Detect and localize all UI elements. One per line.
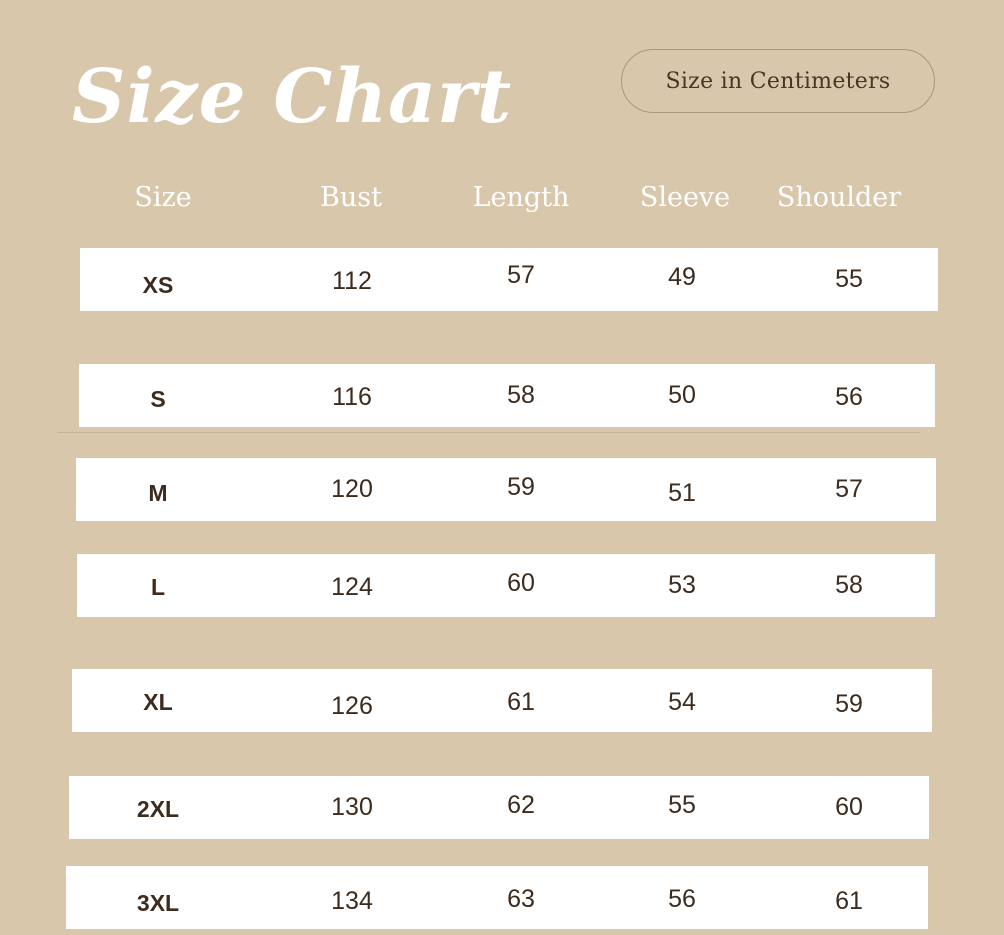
column-header-sleeve: Sleeve [639, 182, 731, 213]
table-row [66, 866, 928, 929]
divider-line [58, 432, 920, 433]
cell-sleeve: 56 [668, 885, 696, 913]
cell-size: S [150, 386, 166, 412]
cell-shoulder: 59 [835, 690, 863, 718]
column-header-bust: Bust [320, 182, 382, 213]
cell-bust: 124 [331, 573, 373, 601]
table-row [80, 248, 938, 311]
table-row [69, 776, 929, 839]
cell-length: 60 [507, 569, 535, 597]
cell-shoulder: 58 [835, 571, 863, 599]
unit-badge-label: Size in Centimeters [665, 68, 891, 94]
cell-length: 63 [507, 885, 535, 913]
unit-badge [621, 49, 935, 113]
cell-bust: 126 [331, 692, 373, 720]
cell-bust: 116 [332, 383, 372, 411]
table-column-headers [0, 182, 1004, 226]
table-row [77, 554, 935, 617]
cell-size: XL [143, 689, 173, 715]
cell-size: M [148, 480, 168, 506]
page-title: Size Chart [72, 54, 513, 140]
column-header-length: Length [472, 182, 570, 213]
cell-length: 57 [507, 261, 535, 289]
cell-bust: 120 [331, 475, 373, 503]
cell-bust: 130 [331, 793, 373, 821]
cell-length: 58 [507, 381, 535, 409]
cell-sleeve: 49 [668, 263, 696, 291]
cell-sleeve: 53 [668, 571, 696, 599]
cell-length: 61 [507, 688, 535, 716]
cell-size: 3XL [136, 890, 180, 916]
cell-shoulder: 61 [835, 887, 863, 915]
cell-shoulder: 56 [835, 383, 863, 411]
cell-length: 62 [507, 791, 535, 819]
cell-sleeve: 54 [668, 688, 696, 716]
cell-size: 2XL [136, 796, 180, 822]
cell-bust: 134 [331, 887, 373, 915]
cell-sleeve: 55 [668, 791, 696, 819]
cell-size: XS [142, 272, 174, 298]
cell-sleeve: 50 [668, 381, 696, 409]
cell-bust: 112 [332, 267, 372, 295]
cell-shoulder: 55 [835, 265, 863, 293]
cell-size: L [150, 574, 166, 600]
column-header-shoulder: Shoulder [776, 182, 902, 213]
cell-length: 59 [507, 473, 535, 501]
column-header-size: Size [134, 182, 192, 213]
table-row [76, 458, 936, 521]
cell-sleeve: 51 [668, 479, 696, 507]
cell-shoulder: 60 [835, 793, 863, 821]
table-row [79, 364, 935, 427]
cell-shoulder: 57 [835, 475, 863, 503]
table-row [72, 669, 932, 732]
